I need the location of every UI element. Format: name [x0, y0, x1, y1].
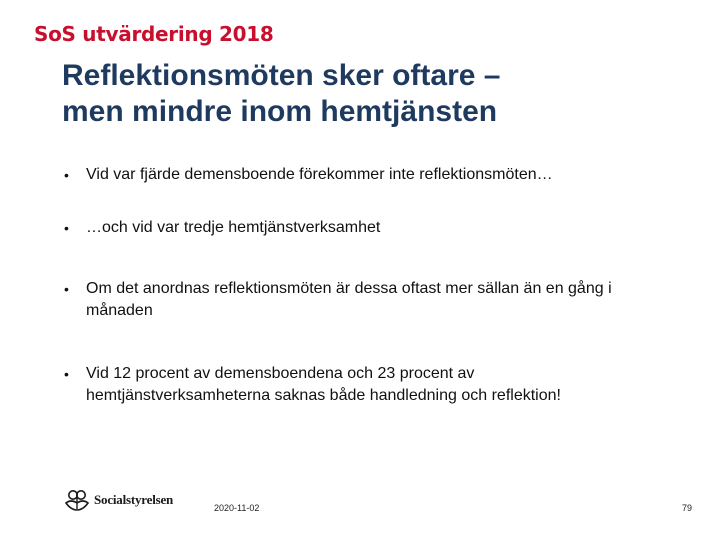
slide-title-line-1: Reflektionsmöten sker oftare – [62, 59, 501, 92]
footer-date: 2020-11-02 [214, 503, 260, 513]
bullet-dot-icon: • [64, 281, 69, 297]
bullet-text: Om det anordnas reflektionsmöten är dessa oftast mer sällan än en gång i månaden [86, 280, 612, 319]
bullet-dot-icon: • [64, 167, 69, 183]
bullet-text: Vid 12 procent av demensboendena och 23 procent av hemtjänstverksamheterna saknas både handledning och reflektion! [86, 365, 561, 404]
slide-title [62, 58, 682, 130]
bullet-dot-icon: • [64, 220, 69, 236]
bullet-item [62, 164, 652, 186]
page-number: 79 [682, 503, 693, 513]
bullet-item [62, 217, 652, 239]
bullet-text: …och vid var tredje hemtjänstverksamhet [86, 219, 381, 236]
report-brand-title: SoS utvärdering 2018 [34, 22, 274, 46]
bullet-dot-icon: • [64, 366, 69, 382]
bullet-item [62, 278, 652, 322]
slide-title-line-2: men mindre inom hemtjänsten [62, 95, 498, 128]
logo-wordmark: Socialstyrelsen [94, 492, 174, 507]
socialstyrelsen-logo-icon [64, 489, 90, 511]
bullet-text: Vid var fjärde demensboende förekommer inte reflektionsmöten… [86, 166, 553, 183]
bullet-item [62, 363, 652, 407]
socialstyrelsen-logo [64, 488, 173, 512]
